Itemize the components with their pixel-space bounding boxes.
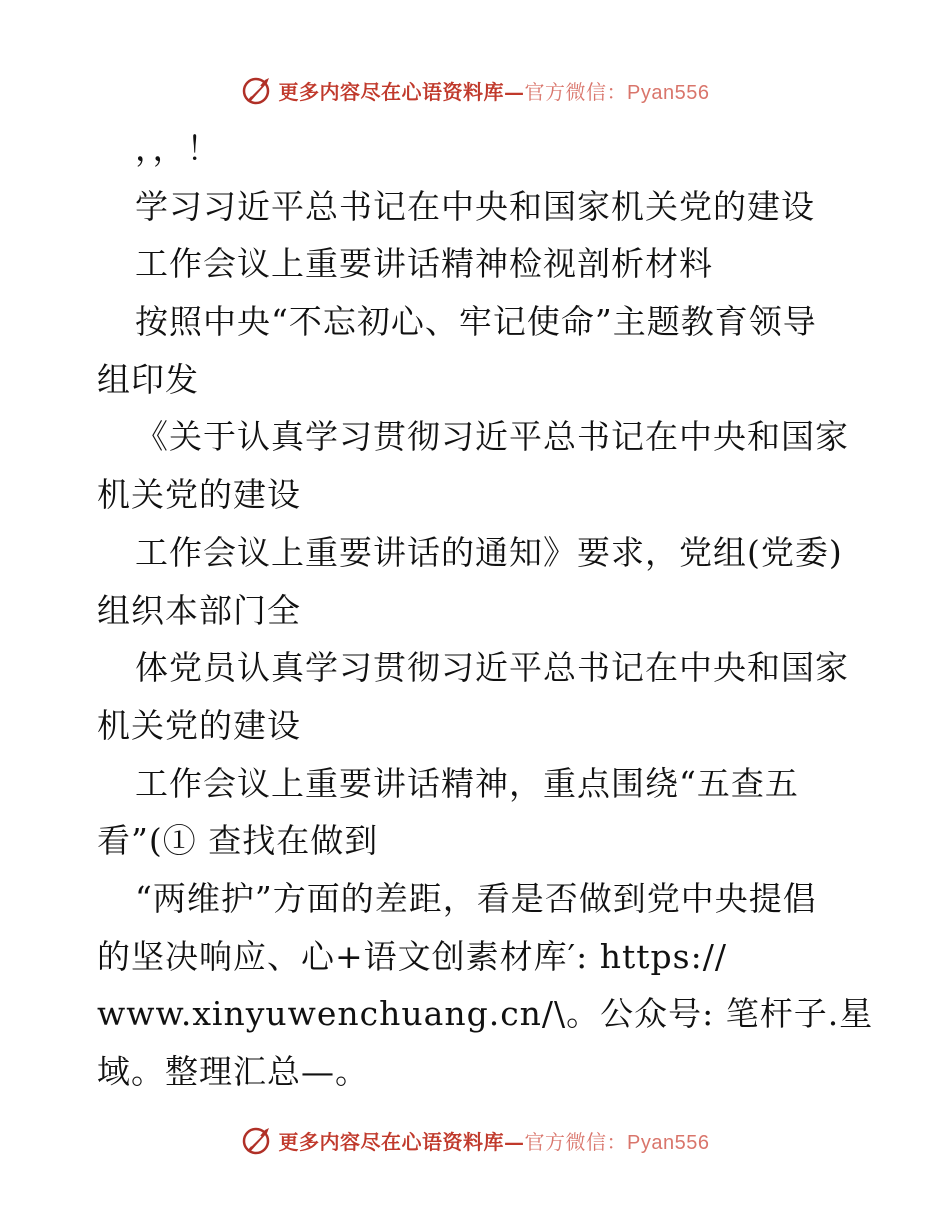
text-line: 看”(① 查找在做到 (97, 821, 379, 861)
text-line: 机关党的建设 (97, 705, 301, 745)
quill-logo-icon (241, 1124, 273, 1156)
banner-slogan: 更多内容尽在心语资料库— (278, 79, 525, 104)
text-line: 机关党的建设 (97, 475, 301, 515)
text-line: 工作会议上重要讲话精神检视剖析材料 (135, 244, 713, 284)
text-line: 按照中央“不忘初心、牢记使命”主题教育领导 (135, 302, 817, 342)
text-line: “两维护”方面的差距，看是否做到党中央提倡 (135, 878, 817, 918)
banner-contact: 官方微信：Pyan556 (524, 81, 710, 104)
text-line: 工作会议上重要讲话精神，重点围绕“五查五 (135, 763, 799, 803)
text-line: www.xinyuwenchuang.cn/\。公众号: 笔杆子.星 (97, 994, 874, 1034)
banner-slogan: 更多内容尽在心语资料库— (278, 1129, 525, 1154)
document-body (97, 120, 874, 1101)
text-line: 《关于认真学习贯彻习近平总书记在中央和国家 (135, 417, 849, 457)
header-banner (0, 70, 950, 110)
text-line: 域。整理汇总—。 (97, 1052, 369, 1091)
text-line: 工作会议上重要讲话的通知》要求，党组(党委) (135, 532, 843, 572)
text-line: ，，！ (135, 129, 221, 168)
footer-banner (0, 1120, 950, 1160)
text-line: 的坚决响应、心+语文创素材库′: https:// (97, 936, 727, 976)
quill-logo-icon (241, 74, 273, 106)
text-line: 学习习近平总书记在中央和国家机关党的建设 (135, 186, 815, 226)
text-line: 组织本部门全 (97, 590, 301, 630)
text-line: 组印发 (97, 359, 199, 399)
text-line: 体党员认真学习贯彻习近平总书记在中央和国家 (135, 648, 849, 688)
banner-contact: 官方微信：Pyan556 (524, 1131, 710, 1154)
